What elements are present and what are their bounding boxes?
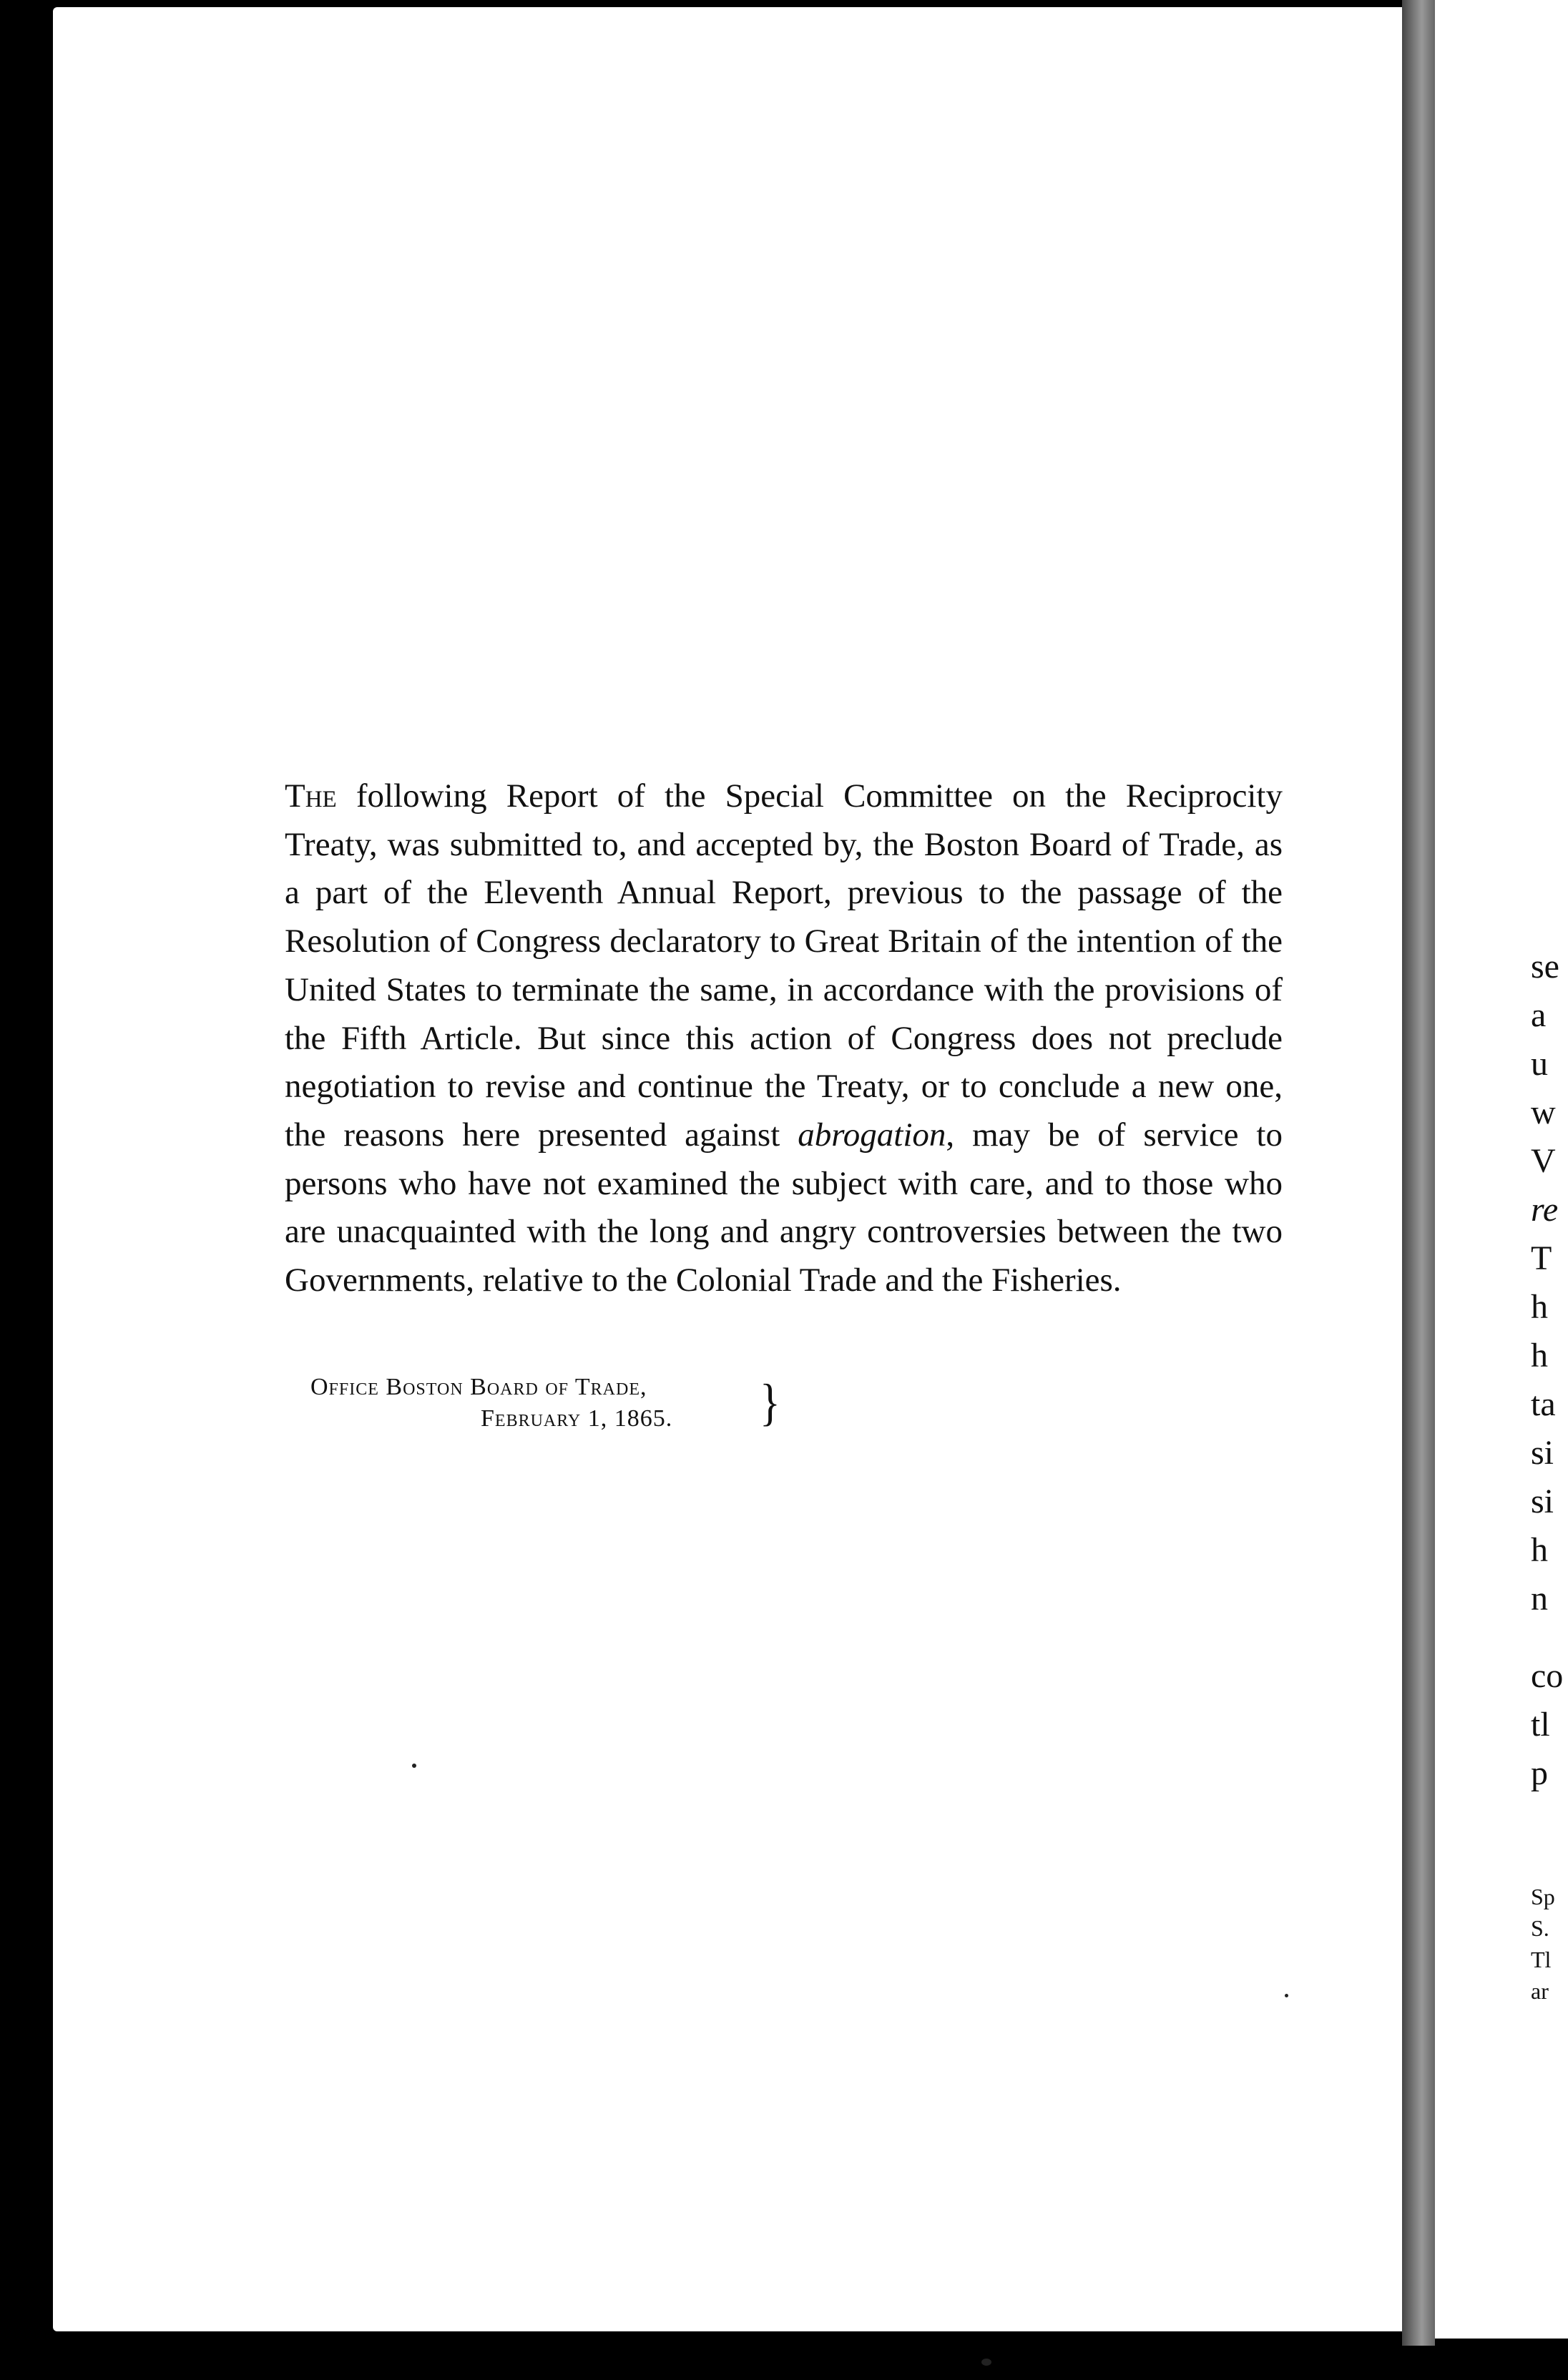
facing-fragment: p: [1531, 1754, 1548, 1792]
facing-fragment: co: [1531, 1657, 1564, 1695]
facing-fragment: ta: [1531, 1385, 1556, 1423]
intro-lead-word: The: [285, 777, 337, 815]
facing-fragment: V: [1531, 1142, 1556, 1180]
intro-text-part-2: , may be of service to persons who have not examined the subject with care, and to those who are unacquainted with the long and angry controversies between the two Governments, relative to the Colonial Trade and the Fisheries.: [285, 1116, 1283, 1299]
facing-fragment: si: [1531, 1482, 1554, 1520]
facing-fragment: u: [1531, 1045, 1548, 1083]
facing-fragment: se: [1531, 948, 1559, 985]
dateline-date: February 1, 1865.: [481, 1405, 673, 1432]
speck: [1285, 1994, 1288, 1997]
facing-fragment: w: [1531, 1093, 1556, 1131]
facing-fragment: si: [1531, 1434, 1554, 1472]
intro-paragraph: [285, 772, 1283, 1305]
facing-fragment: tl: [1531, 1706, 1550, 1744]
brace-glyph: }: [760, 1374, 781, 1431]
speck: [981, 2359, 991, 2366]
intro-text-part-1: following Report of the Special Committee on the Reciprocity Treaty, was submitted to, and accepted by, the Boston Board of Trade, as a part of the Eleventh Annual Report, previous to the passage of the Resolution of Congress declaratory to Great Britain of the intention of the United States to terminate the same, in accordance with the provisions of the Fifth Article. But since this action of Congress does not preclude negotiation to revise and continue the Treaty, or to conclude a new one, the reasons here presented against: [285, 777, 1283, 1154]
dateline: [310, 1372, 804, 1435]
facing-fragment: n: [1531, 1580, 1548, 1618]
facing-fragment: h: [1531, 1531, 1548, 1569]
facing-fragment: T: [1531, 1239, 1552, 1277]
speck: [412, 1764, 416, 1768]
facing-fragment: a: [1531, 996, 1547, 1034]
facing-fragment: S.: [1531, 1915, 1549, 1941]
facing-fragment: re: [1531, 1191, 1559, 1229]
facing-fragment: Sp: [1531, 1884, 1555, 1909]
facing-fragment: Tl: [1531, 1947, 1552, 1972]
facing-fragment: h: [1531, 1337, 1548, 1375]
book-gutter: [1402, 0, 1435, 2346]
facing-fragment: h: [1531, 1288, 1548, 1326]
facing-fragment: ar: [1531, 1978, 1549, 2004]
intro-emphasis: abrogation: [798, 1116, 946, 1154]
dateline-office: Office Boston Board of Trade,: [310, 1374, 647, 1400]
